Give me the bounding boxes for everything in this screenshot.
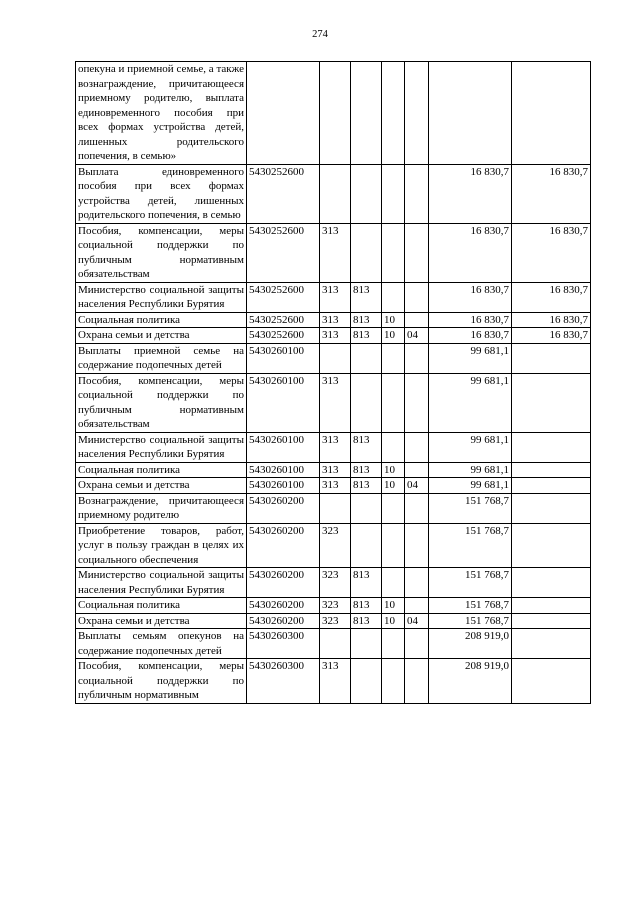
target-article-cell: 5430260100 xyxy=(247,478,320,494)
amount-year2-cell xyxy=(512,62,591,165)
section-cell xyxy=(382,568,405,598)
section-cell: 10 xyxy=(382,328,405,344)
section-cell xyxy=(382,432,405,462)
ministry-code-cell xyxy=(351,659,382,704)
ministry-code-cell xyxy=(351,343,382,373)
expense-type-cell: 313 xyxy=(320,462,351,478)
section-cell xyxy=(382,164,405,223)
amount-year2-cell xyxy=(512,659,591,704)
section-cell: 10 xyxy=(382,598,405,614)
amount-year2-cell xyxy=(512,343,591,373)
subsection-cell xyxy=(405,164,429,223)
subsection-cell xyxy=(405,62,429,165)
amount-year1-cell: 99 681,1 xyxy=(429,343,512,373)
amount-year2-cell xyxy=(512,568,591,598)
subsection-cell xyxy=(405,598,429,614)
subsection-cell xyxy=(405,523,429,568)
amount-year2-cell xyxy=(512,432,591,462)
expense-type-cell xyxy=(320,493,351,523)
ministry-code-cell: 813 xyxy=(351,432,382,462)
table-row xyxy=(76,659,591,704)
amount-year1-cell: 151 768,7 xyxy=(429,493,512,523)
table-row xyxy=(76,62,591,165)
section-cell xyxy=(382,493,405,523)
amount-year2-cell: 16 830,7 xyxy=(512,328,591,344)
item-name-cell: Министерство социальной защиты населения Республики Бурятия xyxy=(76,568,247,598)
expense-type-cell xyxy=(320,343,351,373)
item-name-cell: Социальная политика xyxy=(76,312,247,328)
ministry-code-cell: 813 xyxy=(351,328,382,344)
section-cell xyxy=(382,629,405,659)
ministry-code-cell: 813 xyxy=(351,462,382,478)
target-article-cell: 5430260200 xyxy=(247,613,320,629)
table-row xyxy=(76,343,591,373)
amount-year1-cell xyxy=(429,62,512,165)
table-row xyxy=(76,598,591,614)
expense-type-cell: 313 xyxy=(320,373,351,432)
table-row xyxy=(76,568,591,598)
table-row xyxy=(76,523,591,568)
subsection-cell xyxy=(405,343,429,373)
table-row xyxy=(76,223,591,282)
amount-year2-cell xyxy=(512,613,591,629)
subsection-cell xyxy=(405,629,429,659)
amount-year1-cell: 99 681,1 xyxy=(429,432,512,462)
expense-type-cell xyxy=(320,629,351,659)
subsection-cell: 04 xyxy=(405,478,429,494)
ministry-code-cell: 813 xyxy=(351,568,382,598)
ministry-code-cell: 813 xyxy=(351,478,382,494)
table-row xyxy=(76,164,591,223)
target-article-cell: 5430260100 xyxy=(247,343,320,373)
target-article-cell: 5430260200 xyxy=(247,493,320,523)
target-article-cell: 5430260200 xyxy=(247,568,320,598)
section-cell xyxy=(382,659,405,704)
expense-type-cell: 313 xyxy=(320,223,351,282)
ministry-code-cell: 813 xyxy=(351,613,382,629)
subsection-cell xyxy=(405,432,429,462)
subsection-cell xyxy=(405,312,429,328)
target-article-cell: 5430260100 xyxy=(247,432,320,462)
amount-year1-cell: 208 919,0 xyxy=(429,659,512,704)
subsection-cell xyxy=(405,659,429,704)
expense-type-cell: 323 xyxy=(320,613,351,629)
amount-year1-cell: 99 681,1 xyxy=(429,462,512,478)
table-row xyxy=(76,432,591,462)
item-name-cell: Пособия, компенсации, меры социальной поддержки по публичным нормативным xyxy=(76,659,247,704)
item-name-cell: Пособия, компенсации, меры социальной поддержки по публичным нормативным обязательствам xyxy=(76,223,247,282)
ministry-code-cell: 813 xyxy=(351,312,382,328)
item-name-cell: Выплата единовременного пособия при всех формах устройства детей, лишенных родительского попечения, в семью xyxy=(76,164,247,223)
ministry-code-cell xyxy=(351,629,382,659)
expense-type-cell: 323 xyxy=(320,598,351,614)
ministry-code-cell xyxy=(351,373,382,432)
table-row xyxy=(76,282,591,312)
item-name-cell: Пособия, компенсации, меры социальной поддержки по публичным нормативным обязательствам xyxy=(76,373,247,432)
subsection-cell xyxy=(405,462,429,478)
amount-year2-cell xyxy=(512,493,591,523)
section-cell xyxy=(382,523,405,568)
ministry-code-cell xyxy=(351,493,382,523)
target-article-cell: 5430252600 xyxy=(247,312,320,328)
section-cell: 10 xyxy=(382,462,405,478)
item-name-cell: Выплаты приемной семье на содержание подопечных детей xyxy=(76,343,247,373)
item-name-cell: Социальная политика xyxy=(76,462,247,478)
subsection-cell xyxy=(405,568,429,598)
ministry-code-cell xyxy=(351,62,382,165)
page-number: 274 xyxy=(312,29,328,40)
target-article-cell: 5430260100 xyxy=(247,373,320,432)
amount-year1-cell: 151 768,7 xyxy=(429,598,512,614)
amount-year1-cell: 99 681,1 xyxy=(429,373,512,432)
amount-year2-cell xyxy=(512,629,591,659)
amount-year2-cell xyxy=(512,523,591,568)
amount-year2-cell: 16 830,7 xyxy=(512,312,591,328)
amount-year1-cell: 16 830,7 xyxy=(429,312,512,328)
ministry-code-cell xyxy=(351,164,382,223)
amount-year1-cell: 16 830,7 xyxy=(429,223,512,282)
item-name-cell: Социальная политика xyxy=(76,598,247,614)
item-name-cell: Охрана семьи и детства xyxy=(76,613,247,629)
target-article-cell xyxy=(247,62,320,165)
target-article-cell: 5430252600 xyxy=(247,223,320,282)
item-name-cell: Охрана семьи и детства xyxy=(76,328,247,344)
table-row xyxy=(76,373,591,432)
target-article-cell: 5430260200 xyxy=(247,523,320,568)
subsection-cell: 04 xyxy=(405,613,429,629)
amount-year1-cell: 16 830,7 xyxy=(429,328,512,344)
item-name-cell: Приобретение товаров, работ, услуг в пользу граждан в целях их социального обеспечения xyxy=(76,523,247,568)
section-cell xyxy=(382,282,405,312)
target-article-cell: 5430252600 xyxy=(247,328,320,344)
subsection-cell: 04 xyxy=(405,328,429,344)
table-row xyxy=(76,629,591,659)
item-name-cell: опекуна и приемной семье, а также вознаграждение, причитающееся приемному родителю, выплата единовременного пособия при всех формах устройства детей, лишенных родительского попечения, в семью» xyxy=(76,62,247,165)
amount-year2-cell: 16 830,7 xyxy=(512,282,591,312)
budget-table xyxy=(75,61,591,704)
expense-type-cell: 323 xyxy=(320,523,351,568)
subsection-cell xyxy=(405,223,429,282)
target-article-cell: 5430260300 xyxy=(247,629,320,659)
item-name-cell: Министерство социальной защиты населения Республики Бурятия xyxy=(76,282,247,312)
ministry-code-cell: 813 xyxy=(351,598,382,614)
section-cell xyxy=(382,223,405,282)
ministry-code-cell xyxy=(351,523,382,568)
section-cell: 10 xyxy=(382,613,405,629)
table-row xyxy=(76,478,591,494)
target-article-cell: 5430260100 xyxy=(247,462,320,478)
amount-year2-cell: 16 830,7 xyxy=(512,164,591,223)
target-article-cell: 5430260300 xyxy=(247,659,320,704)
section-cell xyxy=(382,343,405,373)
subsection-cell xyxy=(405,493,429,523)
expense-type-cell: 313 xyxy=(320,312,351,328)
budget-table-body xyxy=(76,62,591,704)
target-article-cell: 5430252600 xyxy=(247,282,320,312)
amount-year2-cell xyxy=(512,598,591,614)
amount-year2-cell xyxy=(512,462,591,478)
ministry-code-cell xyxy=(351,223,382,282)
amount-year2-cell xyxy=(512,478,591,494)
section-cell: 10 xyxy=(382,478,405,494)
subsection-cell xyxy=(405,282,429,312)
ministry-code-cell: 813 xyxy=(351,282,382,312)
table-row xyxy=(76,462,591,478)
amount-year1-cell: 151 768,7 xyxy=(429,613,512,629)
amount-year1-cell: 151 768,7 xyxy=(429,568,512,598)
amount-year2-cell xyxy=(512,373,591,432)
target-article-cell: 5430252600 xyxy=(247,164,320,223)
item-name-cell: Охрана семьи и детства xyxy=(76,478,247,494)
expense-type-cell: 323 xyxy=(320,568,351,598)
item-name-cell: Выплаты семьям опекунов на содержание подопечных детей xyxy=(76,629,247,659)
section-cell xyxy=(382,62,405,165)
amount-year2-cell: 16 830,7 xyxy=(512,223,591,282)
target-article-cell: 5430260200 xyxy=(247,598,320,614)
amount-year1-cell: 151 768,7 xyxy=(429,523,512,568)
amount-year1-cell: 16 830,7 xyxy=(429,164,512,223)
section-cell: 10 xyxy=(382,312,405,328)
table-row xyxy=(76,328,591,344)
amount-year1-cell: 208 919,0 xyxy=(429,629,512,659)
expense-type-cell xyxy=(320,62,351,165)
expense-type-cell: 313 xyxy=(320,478,351,494)
subsection-cell xyxy=(405,373,429,432)
table-row xyxy=(76,312,591,328)
item-name-cell: Министерство социальной защиты населения Республики Бурятия xyxy=(76,432,247,462)
expense-type-cell: 313 xyxy=(320,328,351,344)
expense-type-cell: 313 xyxy=(320,659,351,704)
expense-type-cell xyxy=(320,164,351,223)
expense-type-cell: 313 xyxy=(320,282,351,312)
section-cell xyxy=(382,373,405,432)
amount-year1-cell: 16 830,7 xyxy=(429,282,512,312)
amount-year1-cell: 99 681,1 xyxy=(429,478,512,494)
expense-type-cell: 313 xyxy=(320,432,351,462)
table-row xyxy=(76,493,591,523)
table-row xyxy=(76,613,591,629)
item-name-cell: Вознаграждение, причитающееся приемному родителю xyxy=(76,493,247,523)
